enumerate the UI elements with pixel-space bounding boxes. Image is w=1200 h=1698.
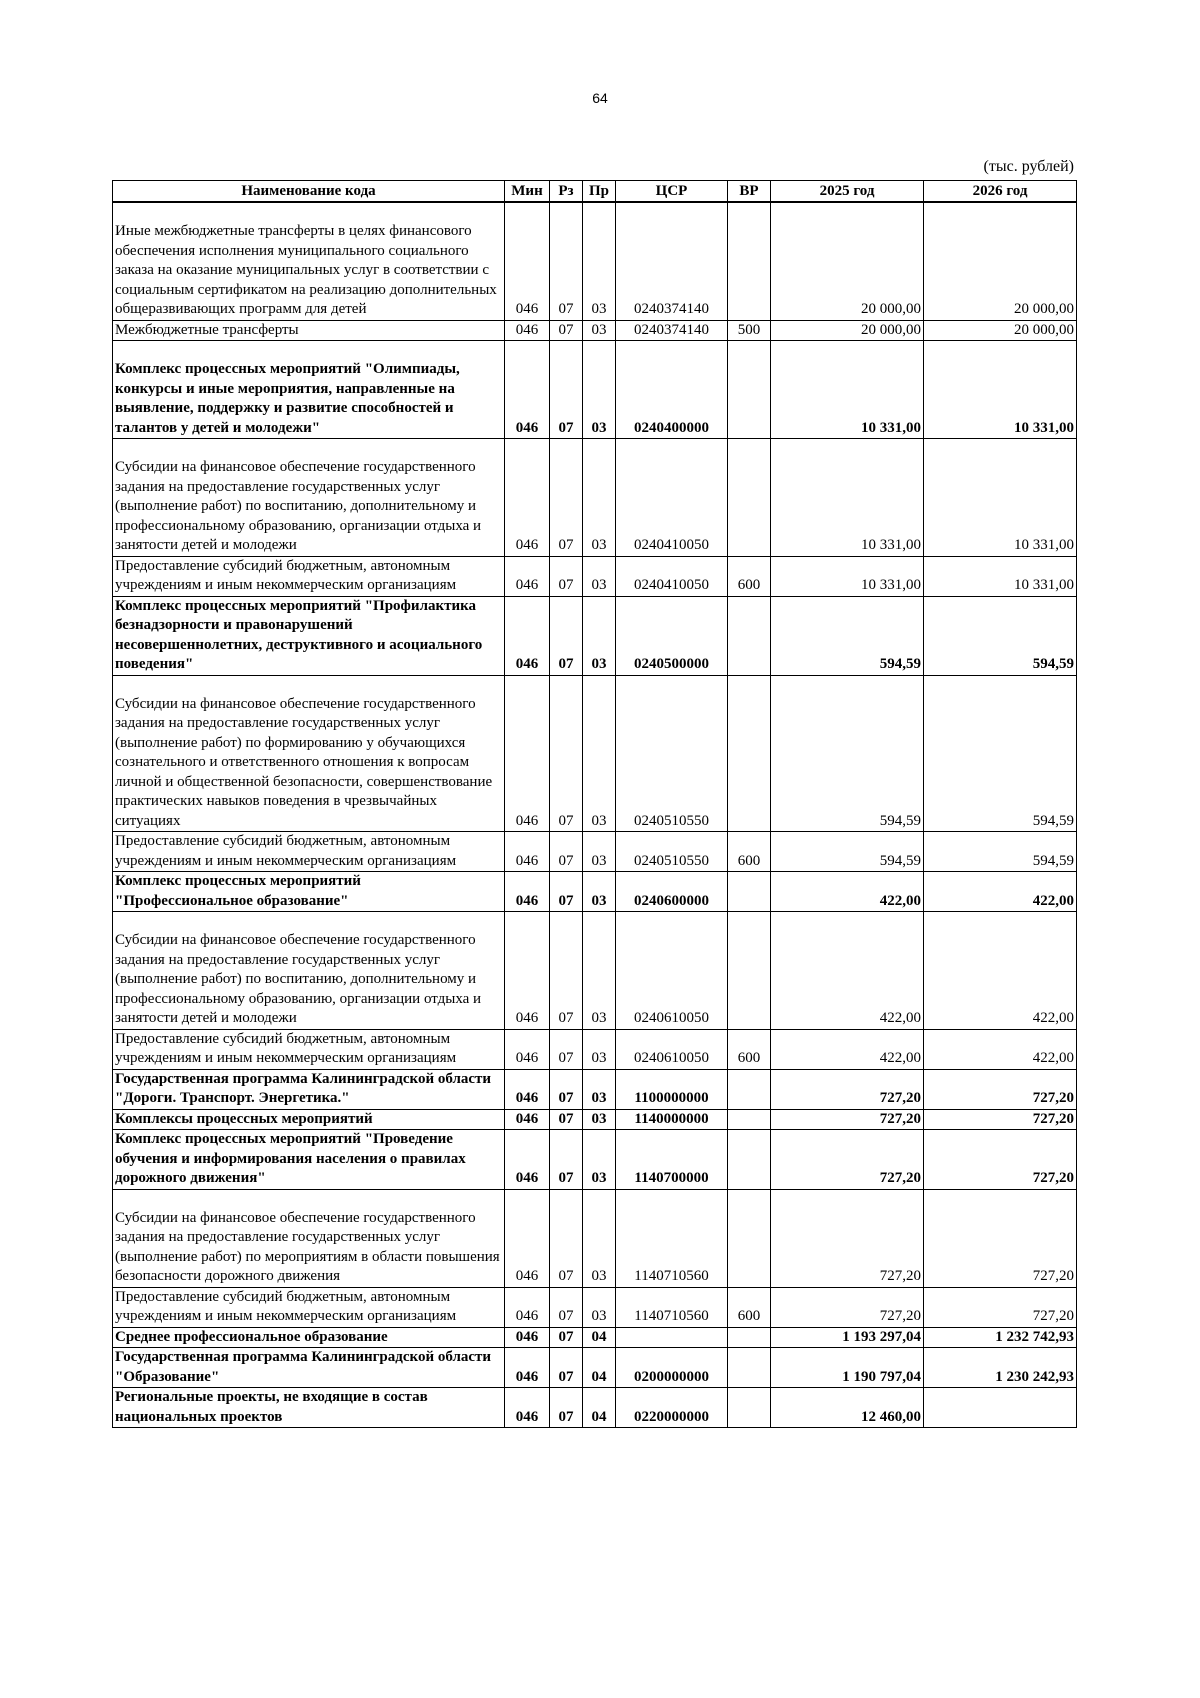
cell-csr: 0240410050: [616, 439, 728, 557]
cell-2025: 594,59: [771, 832, 924, 872]
cell-2025: 727,20: [771, 1069, 924, 1109]
cell-rz: 07: [550, 1348, 583, 1388]
cell-vr: [728, 1130, 771, 1190]
cell-2026: 422,00: [924, 912, 1077, 1030]
cell-rz: 07: [550, 1189, 583, 1287]
cell-name: Субсидии на финансовое обеспечение государственного задания на предоставление государственных услуг (выполнение работ) по воспитанию, дополнительному и профессиональному образованию, организации отдыха и занятости детей и молодежи: [113, 439, 505, 557]
cell-vr: [728, 1348, 771, 1388]
table-row: [113, 202, 1077, 320]
page-number: 64: [592, 90, 608, 106]
cell-name: Комплекс процессных мероприятий "Профессиональное образование": [113, 872, 505, 912]
table-row: [113, 832, 1077, 872]
cell-vr: [728, 1388, 771, 1428]
cell-name: Предоставление субсидий бюджетным, автономным учреждениям и иным некоммерческим организациям: [113, 832, 505, 872]
cell-name: Иные межбюджетные трансферты в целях финансового обеспечения исполнения муниципального социального заказа на оказание муниципальных услуг в соответствии с социальным сертификатом на реализацию дополнительных общеразвивающих программ для детей: [113, 202, 505, 320]
cell-2025: 10 331,00: [771, 439, 924, 557]
cell-min: 046: [505, 1287, 550, 1327]
cell-vr: 500: [728, 320, 771, 341]
cell-2026: 727,20: [924, 1109, 1077, 1130]
cell-name: Межбюджетные трансферты: [113, 320, 505, 341]
cell-vr: [728, 1327, 771, 1348]
cell-name: Субсидии на финансовое обеспечение государственного задания на предоставление государственных услуг (выполнение работ) по формированию у обучающихся сознательного и ответственного отношения к вопросам личной и общественной безопасности, совершенствование практических навыков поведения в чрезвычайных ситуациях: [113, 675, 505, 832]
cell-pr: 03: [583, 1130, 616, 1190]
cell-pr: 04: [583, 1348, 616, 1388]
cell-name: Субсидии на финансовое обеспечение государственного задания на предоставление государственных услуг (выполнение работ) по воспитанию, дополнительному и профессиональному образованию, организации отдыха и занятости детей и молодежи: [113, 912, 505, 1030]
cell-rz: 07: [550, 675, 583, 832]
cell-rz: 07: [550, 1388, 583, 1428]
table-row: [113, 596, 1077, 675]
header-name: Наименование кода: [113, 181, 505, 203]
cell-2026: 20 000,00: [924, 320, 1077, 341]
cell-pr: 03: [583, 202, 616, 320]
header-min: Мин: [505, 181, 550, 203]
cell-min: 046: [505, 439, 550, 557]
cell-2025: 10 331,00: [771, 341, 924, 439]
cell-min: 046: [505, 596, 550, 675]
table-row: [113, 1327, 1077, 1348]
cell-min: 046: [505, 341, 550, 439]
table-row: [113, 1029, 1077, 1069]
cell-csr: 1100000000: [616, 1069, 728, 1109]
cell-min: 046: [505, 912, 550, 1030]
cell-2026: 20 000,00: [924, 202, 1077, 320]
cell-min: 046: [505, 320, 550, 341]
cell-2026: 727,20: [924, 1069, 1077, 1109]
cell-pr: 03: [583, 1069, 616, 1109]
cell-2026: 594,59: [924, 675, 1077, 832]
cell-rz: 07: [550, 1130, 583, 1190]
header-rz: Рз: [550, 181, 583, 203]
cell-pr: 03: [583, 320, 616, 341]
cell-pr: 03: [583, 675, 616, 832]
cell-rz: 07: [550, 556, 583, 596]
cell-vr: [728, 1109, 771, 1130]
cell-2025: 727,20: [771, 1189, 924, 1287]
cell-name: Предоставление субсидий бюджетным, автономным учреждениям и иным некоммерческим организациям: [113, 556, 505, 596]
cell-min: 046: [505, 1189, 550, 1287]
cell-vr: [728, 912, 771, 1030]
cell-csr: 0240374140: [616, 202, 728, 320]
table-row: [113, 1388, 1077, 1428]
table-body: [113, 202, 1077, 1428]
cell-pr: 03: [583, 556, 616, 596]
cell-2025: 594,59: [771, 675, 924, 832]
cell-pr: 04: [583, 1327, 616, 1348]
cell-vr: [728, 341, 771, 439]
header-2026: 2026 год: [924, 181, 1077, 203]
cell-rz: 07: [550, 1287, 583, 1327]
cell-rz: 07: [550, 341, 583, 439]
cell-pr: 03: [583, 912, 616, 1030]
cell-name: Комплекс процессных мероприятий "Проведение обучения и информирования населения о правилах дорожного движения": [113, 1130, 505, 1190]
cell-2025: 422,00: [771, 912, 924, 1030]
cell-2025: 12 460,00: [771, 1388, 924, 1428]
cell-name: Субсидии на финансовое обеспечение государственного задания на предоставление государственных услуг (выполнение работ) по мероприятиям в области повышения безопасности дорожного движения: [113, 1189, 505, 1287]
cell-2025: 422,00: [771, 1029, 924, 1069]
cell-pr: 03: [583, 1189, 616, 1287]
cell-name: Комплекс процессных мероприятий "Олимпиады, конкурсы и иные мероприятия, направленные на выявление, поддержку и развитие способностей и талантов у детей и молодежи": [113, 341, 505, 439]
units-caption: (тыс. рублей): [983, 158, 1074, 175]
cell-vr: 600: [728, 1287, 771, 1327]
cell-vr: [728, 202, 771, 320]
cell-2026: 422,00: [924, 1029, 1077, 1069]
cell-min: 046: [505, 202, 550, 320]
cell-csr: 0240610050: [616, 912, 728, 1030]
cell-2026: 594,59: [924, 596, 1077, 675]
cell-pr: 03: [583, 341, 616, 439]
cell-pr: 04: [583, 1388, 616, 1428]
cell-vr: [728, 1189, 771, 1287]
table-row: [113, 872, 1077, 912]
table-row: [113, 439, 1077, 557]
header-2025: 2025 год: [771, 181, 924, 203]
cell-csr: 0240500000: [616, 596, 728, 675]
table-row: [113, 1348, 1077, 1388]
cell-2026: 727,20: [924, 1287, 1077, 1327]
cell-name: Комплекс процессных мероприятий "Профилактика безнадзорности и правонарушений несовершеннолетних, деструктивного и асоциального поведения": [113, 596, 505, 675]
cell-pr: 03: [583, 596, 616, 675]
cell-csr: 0220000000: [616, 1388, 728, 1428]
cell-vr: [728, 439, 771, 557]
budget-table: [112, 180, 1077, 1428]
cell-csr: 1140700000: [616, 1130, 728, 1190]
header-vr: ВР: [728, 181, 771, 203]
table-row: [113, 1109, 1077, 1130]
cell-csr: 0240410050: [616, 556, 728, 596]
cell-2025: 727,20: [771, 1130, 924, 1190]
cell-min: 046: [505, 556, 550, 596]
cell-2026: 1 232 742,93: [924, 1327, 1077, 1348]
cell-rz: 07: [550, 202, 583, 320]
cell-rz: 07: [550, 1327, 583, 1348]
cell-name: Региональные проекты, не входящие в состав национальных проектов: [113, 1388, 505, 1428]
cell-2025: 20 000,00: [771, 320, 924, 341]
cell-2026: 594,59: [924, 832, 1077, 872]
cell-min: 046: [505, 872, 550, 912]
cell-rz: 07: [550, 912, 583, 1030]
cell-rz: 07: [550, 832, 583, 872]
header-row: [113, 181, 1077, 203]
cell-vr: 600: [728, 1029, 771, 1069]
cell-csr: 0240510550: [616, 832, 728, 872]
cell-2026: 422,00: [924, 872, 1077, 912]
cell-vr: [728, 872, 771, 912]
cell-vr: 600: [728, 832, 771, 872]
table-row: [113, 1069, 1077, 1109]
header-csr: ЦСР: [616, 181, 728, 203]
cell-2026: [924, 1388, 1077, 1428]
cell-csr: 0240510550: [616, 675, 728, 832]
cell-min: 046: [505, 1029, 550, 1069]
cell-csr: 1140000000: [616, 1109, 728, 1130]
table-row: [113, 320, 1077, 341]
cell-pr: 03: [583, 439, 616, 557]
table-row: [113, 675, 1077, 832]
table-row: [113, 1189, 1077, 1287]
cell-csr: 0240610050: [616, 1029, 728, 1069]
cell-min: 046: [505, 1069, 550, 1109]
cell-rz: 07: [550, 320, 583, 341]
cell-rz: 07: [550, 1109, 583, 1130]
cell-csr: 0240374140: [616, 320, 728, 341]
cell-vr: 600: [728, 556, 771, 596]
cell-2026: 10 331,00: [924, 556, 1077, 596]
cell-name: Среднее профессиональное образование: [113, 1327, 505, 1348]
cell-2026: 727,20: [924, 1189, 1077, 1287]
cell-min: 046: [505, 1388, 550, 1428]
cell-2025: 1 193 297,04: [771, 1327, 924, 1348]
cell-name: Предоставление субсидий бюджетным, автономным учреждениям и иным некоммерческим организациям: [113, 1287, 505, 1327]
cell-vr: [728, 675, 771, 832]
cell-vr: [728, 1069, 771, 1109]
cell-rz: 07: [550, 596, 583, 675]
cell-pr: 03: [583, 1287, 616, 1327]
cell-name: Государственная программа Калининградской области "Образование": [113, 1348, 505, 1388]
cell-min: 046: [505, 1348, 550, 1388]
cell-2025: 10 331,00: [771, 556, 924, 596]
cell-csr: 0200000000: [616, 1348, 728, 1388]
cell-vr: [728, 596, 771, 675]
cell-2025: 422,00: [771, 872, 924, 912]
cell-rz: 07: [550, 1069, 583, 1109]
cell-2025: 727,20: [771, 1109, 924, 1130]
cell-2025: 594,59: [771, 596, 924, 675]
cell-csr: 1140710560: [616, 1189, 728, 1287]
table-row: [113, 1130, 1077, 1190]
cell-min: 046: [505, 832, 550, 872]
cell-rz: 07: [550, 1029, 583, 1069]
cell-min: 046: [505, 675, 550, 832]
cell-min: 046: [505, 1327, 550, 1348]
table-row: [113, 1287, 1077, 1327]
cell-2026: 727,20: [924, 1130, 1077, 1190]
cell-name: Предоставление субсидий бюджетным, автономным учреждениям и иным некоммерческим организациям: [113, 1029, 505, 1069]
cell-pr: 03: [583, 1109, 616, 1130]
table-row: [113, 341, 1077, 439]
cell-pr: 03: [583, 1029, 616, 1069]
cell-name: Государственная программа Калининградской области "Дороги. Транспорт. Энергетика.": [113, 1069, 505, 1109]
cell-pr: 03: [583, 832, 616, 872]
cell-2025: 1 190 797,04: [771, 1348, 924, 1388]
cell-2025: 727,20: [771, 1287, 924, 1327]
table-row: [113, 912, 1077, 1030]
cell-2025: 20 000,00: [771, 202, 924, 320]
cell-min: 046: [505, 1130, 550, 1190]
cell-pr: 03: [583, 872, 616, 912]
cell-csr: [616, 1327, 728, 1348]
cell-min: 046: [505, 1109, 550, 1130]
cell-2026: 10 331,00: [924, 341, 1077, 439]
table-row: [113, 556, 1077, 596]
cell-2026: 10 331,00: [924, 439, 1077, 557]
cell-rz: 07: [550, 872, 583, 912]
cell-csr: 1140710560: [616, 1287, 728, 1327]
header-pr: Пр: [583, 181, 616, 203]
cell-rz: 07: [550, 439, 583, 557]
cell-2026: 1 230 242,93: [924, 1348, 1077, 1388]
cell-csr: 0240600000: [616, 872, 728, 912]
cell-csr: 0240400000: [616, 341, 728, 439]
cell-name: Комплексы процессных мероприятий: [113, 1109, 505, 1130]
